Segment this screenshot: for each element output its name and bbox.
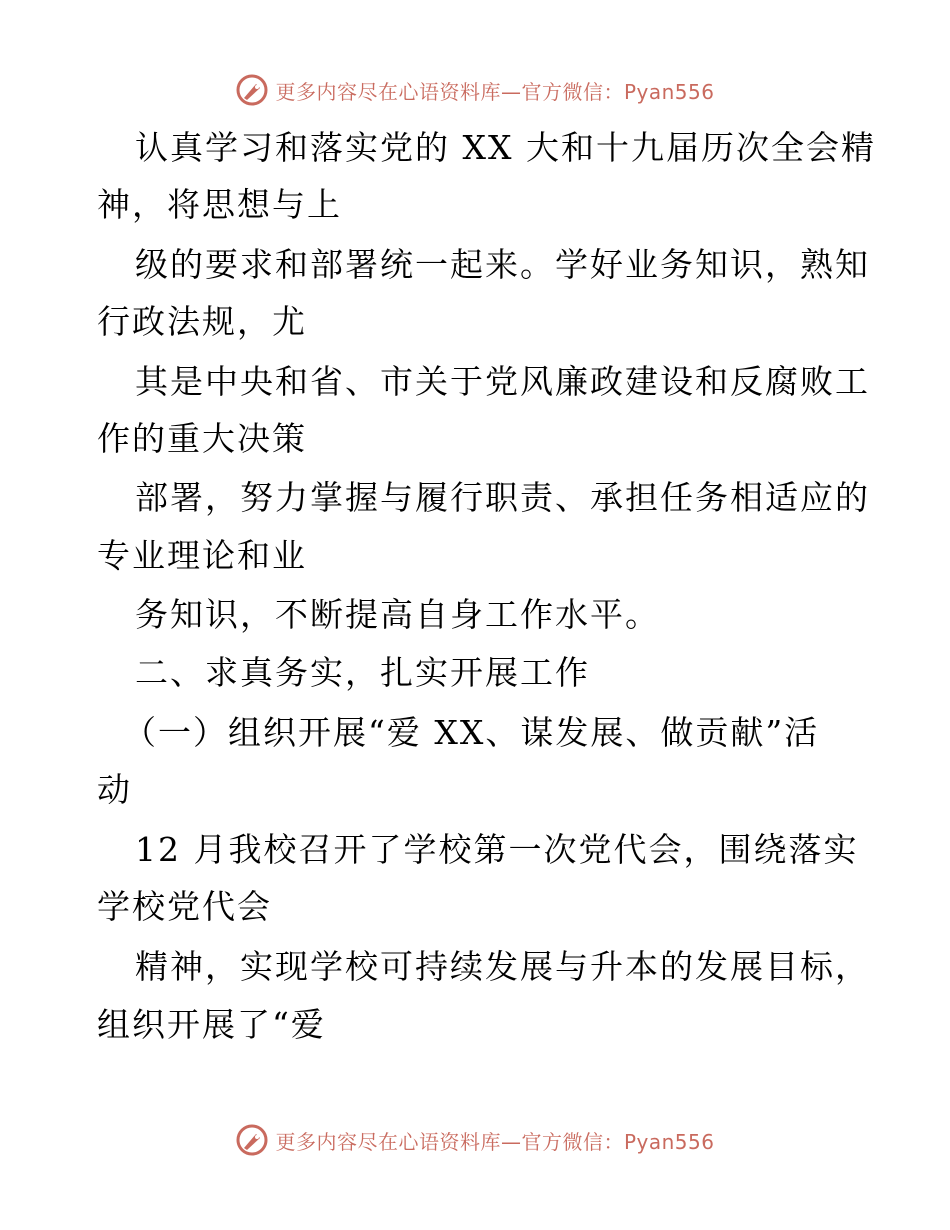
text-line: 组织开展了“爱 <box>97 1005 326 1044</box>
subsection-heading: （一）组织开展“爱 XX、谋发展、做贡献”活 <box>123 713 820 752</box>
text-line: 部署，努力掌握与履行职责、承担任务相适应的 <box>135 478 870 517</box>
text-line: 学校党代会 <box>97 887 272 926</box>
text-line: 行政法规，尤 <box>97 302 307 341</box>
text-line: 级的要求和部署统一起来。学好业务知识，熟知 <box>135 245 870 284</box>
watermark-text: 更多内容尽在心语资料库—官方微信：Pyan556 <box>275 79 715 104</box>
pen-nib-logo-icon <box>235 1123 269 1157</box>
text-line: 务知识，不断提高自身工作水平。 <box>135 595 660 634</box>
text-line: 12 月我校召开了学校第一次党代会，围绕落实 <box>135 830 859 869</box>
footer-watermark <box>0 1120 950 1160</box>
text-line: 神，将思想与上 <box>97 185 342 224</box>
text-line: 动 <box>97 770 132 809</box>
text-line: 作的重大决策 <box>97 419 307 458</box>
text-line: 其是中央和省、市关于党风廉政建设和反腐败工 <box>135 362 870 401</box>
section-heading: 二、求真务实，扎实开展工作 <box>135 653 590 692</box>
text-line: 专业理论和业 <box>97 536 307 575</box>
text-line: 精神，实现学校可持续发展与升本的发展目标， <box>135 947 870 986</box>
watermark-text: 更多内容尽在心语资料库—官方微信：Pyan556 <box>275 1129 715 1154</box>
text-line: 认真学习和落实党的 XX 大和十九届历次全会精 <box>135 128 876 167</box>
